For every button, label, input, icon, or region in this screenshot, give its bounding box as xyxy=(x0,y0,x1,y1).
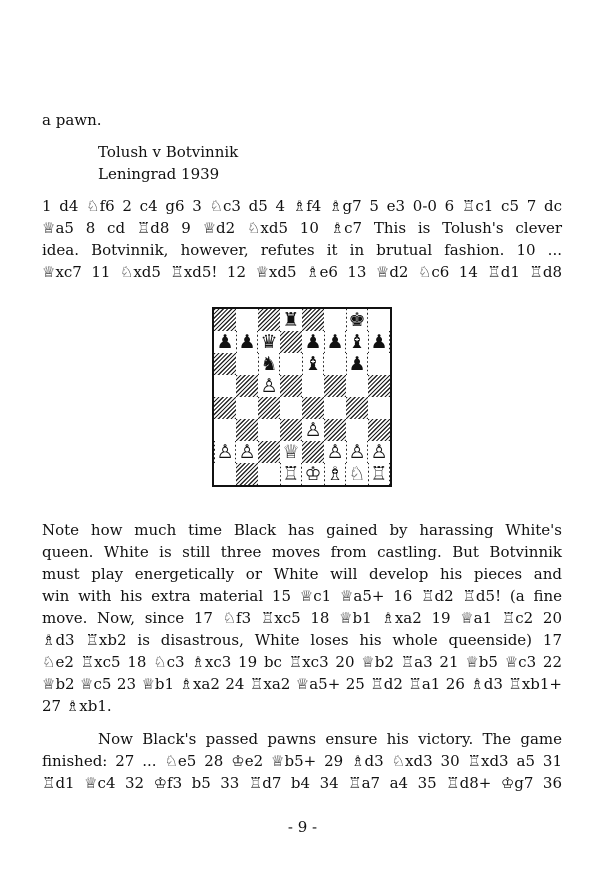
text-line-note-4: win with his extra material 15 ♕c1 ♕a5+ 16 ♖d2 ♖d5! (a fine xyxy=(42,587,562,605)
text-line-moves-4: ♕xc7 11 ♘xd5 ♖xd5! 12 ♕xd5 ♗e6 13 ♕d2 ♘c6 14 ♖d1 ♖d8 xyxy=(42,263,562,281)
board-square-d5 xyxy=(280,375,302,397)
board-square-a5 xyxy=(214,375,236,397)
chess-piece-c7: ♛ xyxy=(260,331,278,353)
chess-piece-d1: ♖ xyxy=(282,463,300,485)
chess-piece-h1: ♖ xyxy=(370,463,388,485)
board-square-e5 xyxy=(302,375,324,397)
board-square-d7 xyxy=(280,331,302,353)
text-line-note-3: must play energetically or White will develop his pieces and xyxy=(42,565,562,583)
board-square-a8 xyxy=(214,309,236,331)
text-line-note-9: 27 ♗xb1. xyxy=(42,697,112,715)
chess-piece-b7: ♟ xyxy=(238,331,256,353)
text-line-moves-3: idea. Botvinnik, however, refutes it in brutual fashion. 10 ... xyxy=(42,241,562,259)
chess-piece-h7: ♟ xyxy=(370,331,388,353)
board-square-c3 xyxy=(258,419,280,441)
board-square-a3 xyxy=(214,419,236,441)
page-number: - 9 - xyxy=(287,818,318,836)
board-square-b3 xyxy=(236,419,258,441)
board-square-e8 xyxy=(302,309,324,331)
board-square-f3 xyxy=(324,419,346,441)
chess-piece-f1: ♗ xyxy=(326,463,344,485)
board-square-g3 xyxy=(346,419,368,441)
text-line-note-8: ♕b2 ♕c5 23 ♕b1 ♗xa2 24 ♖xa2 ♕a5+ 25 ♖d2 ♖a1 26 ♗d3 ♖xb1+ xyxy=(42,675,562,693)
chess-piece-e6: ♝ xyxy=(304,353,322,375)
chess-piece-f2: ♙ xyxy=(326,441,344,463)
board-square-h4 xyxy=(368,397,390,419)
text-line-note-5: move. Now, since 17 ♘f3 ♖xc5 18 ♕b1 ♗xa2 19 ♕a1 ♖c2 20 xyxy=(42,609,562,627)
chess-piece-c5: ♙ xyxy=(260,375,278,397)
chess-piece-d2: ♕ xyxy=(282,441,300,463)
chess-piece-c6: ♞ xyxy=(260,353,278,375)
text-line-note-1: Note how much time Black has gained by harassing White's xyxy=(42,521,562,539)
board-square-b8 xyxy=(236,309,258,331)
board-square-h8 xyxy=(368,309,390,331)
board-square-g5 xyxy=(346,375,368,397)
text-line-note-7: ♘e2 ♖xc5 18 ♘c3 ♗xc3 19 bc ♖xc3 20 ♕b2 ♖a3 21 ♕b5 ♕c3 22 xyxy=(42,653,562,671)
board-square-c1 xyxy=(258,463,280,485)
text-line-note-2: queen. White is still three moves from castling. But Botvinnik xyxy=(42,543,562,561)
board-square-h3 xyxy=(368,419,390,441)
text-line-1: a pawn. xyxy=(42,111,102,129)
text-line-note-6: ♗d3 ♖xb2 is disastrous, White loses his whole queenside) 17 xyxy=(42,631,562,649)
chess-piece-d8: ♜ xyxy=(282,309,300,331)
board-square-c2 xyxy=(258,441,280,463)
board-square-g4 xyxy=(346,397,368,419)
board-square-e2 xyxy=(302,441,324,463)
text-line-end-3: ♖d1 ♕c4 32 ♔f3 b5 33 ♖d7 b4 34 ♖a7 a4 35 ♖d8+ ♔g7 36 xyxy=(42,774,562,792)
text-line-end-2: finished: 27 ... ♘e5 28 ♔e2 ♕b5+ 29 ♗d3 ♘xd3 30 ♖xd3 a5 31 xyxy=(42,752,562,770)
text-line-end-1: Now Black's passed pawns ensure his victory. The game xyxy=(98,730,562,748)
chess-piece-g6: ♟ xyxy=(348,353,366,375)
game-heading-place: Leningrad 1939 xyxy=(98,165,220,183)
board-square-a1 xyxy=(214,463,236,485)
board-square-b6 xyxy=(236,353,258,375)
chess-piece-g8: ♚ xyxy=(348,309,366,331)
chess-piece-e7: ♟ xyxy=(304,331,322,353)
board-square-a6 xyxy=(214,353,236,375)
board-square-h5 xyxy=(368,375,390,397)
chess-piece-a2: ♙ xyxy=(216,441,234,463)
text-line-moves-1: 1 d4 ♘f6 2 c4 g6 3 ♘c3 d5 4 ♗f4 ♗g7 5 e3 0-0 6 ♖c1 c5 7 dc xyxy=(42,197,562,215)
board-square-e4 xyxy=(302,397,324,419)
chess-piece-f7: ♟ xyxy=(326,331,344,353)
chess-piece-a7: ♟ xyxy=(216,331,234,353)
board-square-h6 xyxy=(368,353,390,375)
board-square-d4 xyxy=(280,397,302,419)
board-square-b1 xyxy=(236,463,258,485)
chess-piece-g1: ♘ xyxy=(348,463,366,485)
board-square-f6 xyxy=(324,353,346,375)
text-line-moves-2: ♕a5 8 cd ♖d8 9 ♕d2 ♘xd5 10 ♗c7 This is Tolush's clever xyxy=(42,219,562,237)
board-square-b5 xyxy=(236,375,258,397)
chess-diagram xyxy=(212,307,392,487)
game-heading-players: Tolush v Botvinnik xyxy=(98,143,239,161)
board-square-d6 xyxy=(280,353,302,375)
board-square-b4 xyxy=(236,397,258,419)
board-square-c4 xyxy=(258,397,280,419)
board-square-f8 xyxy=(324,309,346,331)
board-square-a4 xyxy=(214,397,236,419)
chess-piece-h2: ♙ xyxy=(370,441,388,463)
chess-piece-g7: ♝ xyxy=(348,331,366,353)
chess-piece-b2: ♙ xyxy=(238,441,256,463)
board-square-f5 xyxy=(324,375,346,397)
chess-piece-e1: ♔ xyxy=(304,463,322,485)
chess-piece-g2: ♙ xyxy=(348,441,366,463)
board-square-c8 xyxy=(258,309,280,331)
board-square-f4 xyxy=(324,397,346,419)
chess-piece-e3: ♙ xyxy=(304,419,322,441)
board-square-d3 xyxy=(280,419,302,441)
